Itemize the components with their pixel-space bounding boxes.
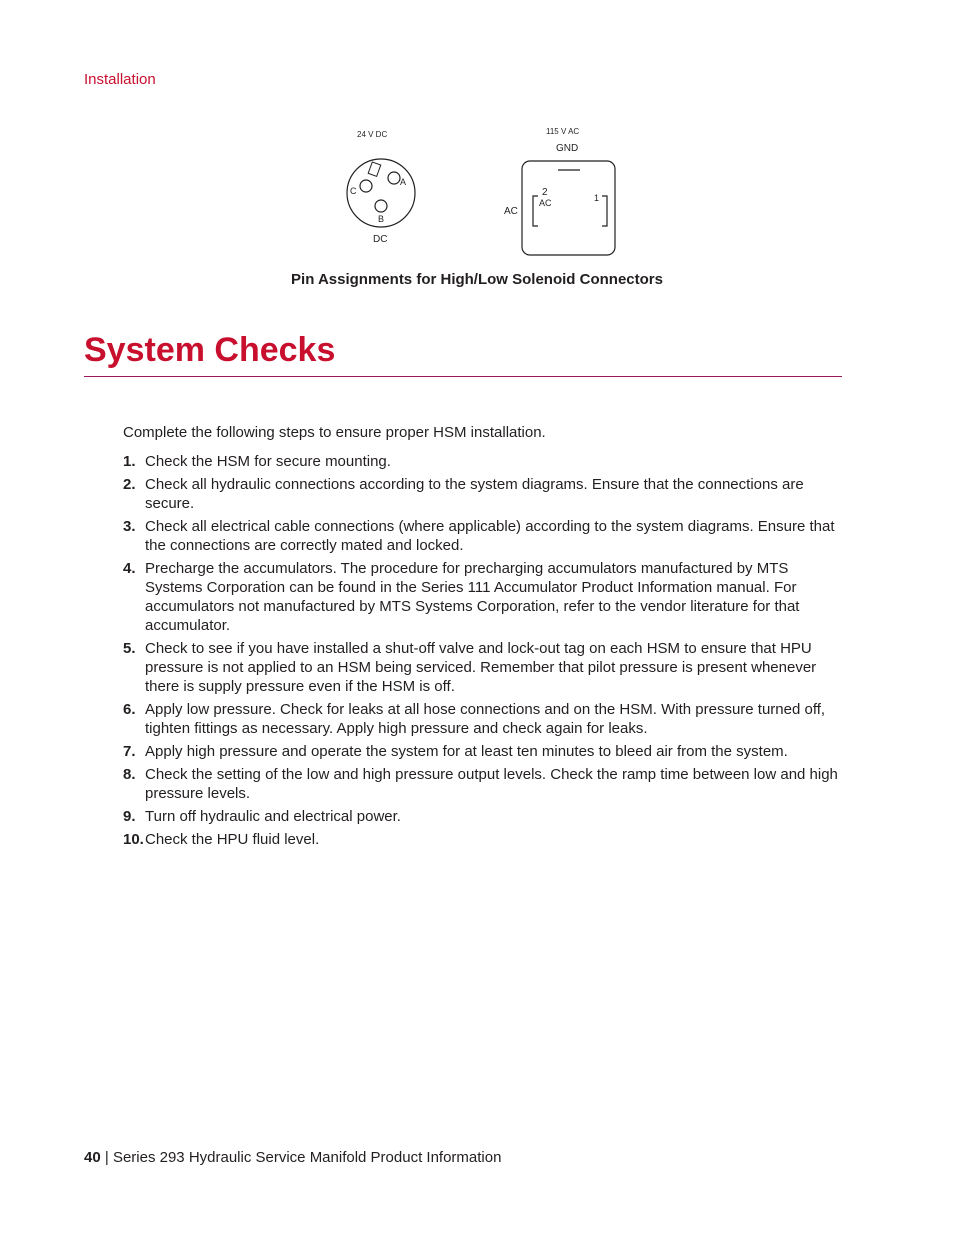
title-divider	[84, 376, 842, 377]
list-item	[123, 517, 843, 555]
step-number: 2.	[123, 476, 136, 493]
list-item	[123, 639, 843, 696]
list-item	[123, 830, 843, 849]
list-item	[123, 765, 843, 803]
ac-side-label: AC	[504, 206, 518, 217]
step-text: Apply high pressure and operate the system for at least ten minutes to bleed air from the system.	[145, 743, 788, 760]
step-text: Check to see if you have installed a shut-off valve and lock-out tag on each HSM to ensure that HPU pressure is not applied to an HSM being serviced. Remember that pilot pressure is present whenever there is supply pressure even if the HSM is off.	[145, 640, 817, 695]
list-item	[123, 559, 843, 635]
list-item	[123, 475, 843, 513]
dc-pin-a-label: A	[400, 177, 407, 187]
step-text: Precharge the accumulators. The procedure for precharging accumulators manufactured by MTS Systems Corporation can be found in the Series 111 Accumulator Product Information manual. For accumulators not manufactured by MTS Systems Corporation, refer to the vendor literature for that accumulator.	[145, 560, 800, 634]
list-item	[123, 807, 843, 826]
connector-pin-figure	[330, 122, 630, 262]
list-item	[123, 742, 843, 761]
ac-pin-1-number: 1	[594, 193, 600, 203]
step-number: 5.	[123, 640, 136, 657]
step-text: Check the HSM for secure mounting.	[145, 453, 391, 470]
figure-caption: Pin Assignments for High/Low Solenoid Connectors	[291, 271, 663, 288]
ac-pin-2-label: AC	[539, 198, 552, 208]
steps-list	[123, 452, 843, 853]
ac-connector-body	[522, 161, 615, 255]
intro-paragraph: Complete the following steps to ensure proper HSM installation.	[123, 424, 546, 441]
dc-connector-label: DC	[373, 234, 388, 245]
step-number: 10.	[123, 831, 144, 848]
dc-pin-b-label: B	[378, 214, 385, 224]
step-text: Check all hydraulic connections according to the system diagrams. Ensure that the connections are secure.	[145, 476, 804, 512]
ac-gnd-label: GND	[556, 143, 579, 154]
step-number: 7.	[123, 743, 136, 760]
step-text: Turn off hydraulic and electrical power.	[145, 808, 401, 825]
step-text: Apply low pressure. Check for leaks at all hose connections and on the HSM. With pressure turned off, tighten fittings as necessary. Apply high pressure and check again for leaks.	[145, 701, 826, 737]
ac-pin-2	[533, 196, 538, 226]
page-number: 40	[84, 1149, 101, 1166]
list-item	[123, 700, 843, 738]
connector-diagram	[330, 122, 630, 262]
ac-pin-1	[602, 196, 607, 226]
list-item	[123, 452, 843, 471]
page-footer	[84, 1149, 501, 1166]
ac-voltage-label: 115 V AC	[546, 127, 580, 136]
step-number: 6.	[123, 701, 136, 718]
step-number: 8.	[123, 766, 136, 783]
step-text: Check the setting of the low and high pressure output levels. Check the ramp time between low and high pressure levels.	[145, 766, 838, 802]
dc-key-slot	[368, 162, 381, 176]
ac-pin-2-number: 2	[542, 187, 548, 198]
dc-pin-c-label: C	[350, 186, 357, 196]
running-header: Installation	[84, 71, 156, 88]
dc-pin-c	[360, 180, 372, 192]
dc-pin-b	[375, 200, 387, 212]
step-text: Check the HPU fluid level.	[145, 831, 320, 848]
step-number: 4.	[123, 560, 136, 577]
step-number: 9.	[123, 808, 136, 825]
section-title: System Checks	[84, 331, 336, 369]
step-number: 1.	[123, 453, 136, 470]
step-number: 3.	[123, 518, 136, 535]
footer-separator: |	[104, 1149, 109, 1166]
document-title: Series 293 Hydraulic Service Manifold Product Information	[112, 1149, 502, 1166]
dc-voltage-label: 24 V DC	[357, 130, 388, 139]
step-text: Check all electrical cable connections (where applicable) according to the system diagrams. Ensure that the connections are correctly mated and locked.	[145, 518, 835, 554]
dc-pin-a	[388, 172, 400, 184]
